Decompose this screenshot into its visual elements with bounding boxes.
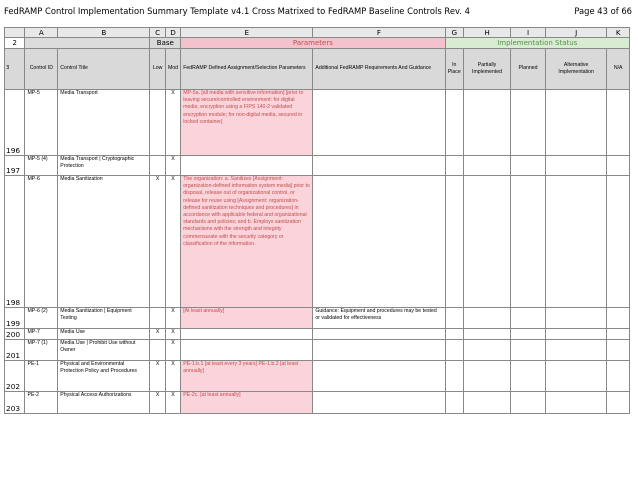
alternative-cell[interactable] — [545, 90, 606, 156]
control-title-cell[interactable]: Media Sanitization — [58, 176, 150, 308]
control-id-cell[interactable]: MP-5 (4) — [25, 156, 58, 176]
control-id-cell[interactable]: MP-7 — [25, 329, 58, 340]
guidance-cell[interactable] — [313, 90, 445, 156]
column-header-h[interactable]: H — [463, 28, 510, 38]
planned-cell[interactable] — [511, 361, 546, 392]
alternative-cell[interactable] — [545, 361, 606, 392]
in-place-cell[interactable] — [445, 90, 463, 156]
mod-cell[interactable]: X — [165, 156, 180, 176]
row-number[interactable]: 196 — [5, 90, 25, 156]
control-title-cell[interactable]: Physical Access Authorizations — [58, 392, 150, 414]
table-row — [5, 329, 630, 340]
group-base[interactable]: Base — [150, 38, 181, 49]
na-cell[interactable] — [607, 156, 630, 176]
header-low[interactable]: Low — [150, 49, 165, 90]
low-cell[interactable] — [150, 340, 165, 361]
low-cell[interactable]: X — [150, 329, 165, 340]
alternative-cell[interactable] — [545, 156, 606, 176]
parameter-cell[interactable]: [At least annually] — [181, 308, 313, 329]
column-header-b[interactable]: B — [58, 28, 150, 38]
header-na[interactable]: N/A — [607, 49, 630, 90]
column-header-d[interactable]: D — [165, 28, 180, 38]
guidance-cell[interactable] — [313, 361, 445, 392]
alternative-cell[interactable] — [545, 329, 606, 340]
header-additional-guidance[interactable]: Additional FedRAMP Requirements And Guidance — [313, 49, 445, 90]
mod-cell[interactable]: X — [165, 329, 180, 340]
partially-cell[interactable] — [463, 156, 510, 176]
control-id-cell[interactable]: MP-5 — [25, 90, 58, 156]
na-cell[interactable] — [607, 340, 630, 361]
row-number[interactable]: 197 — [5, 156, 25, 176]
column-header-i[interactable]: I — [511, 28, 546, 38]
mod-cell[interactable]: X — [165, 340, 180, 361]
control-id-cell[interactable]: PE-1 — [25, 361, 58, 392]
na-cell[interactable] — [607, 361, 630, 392]
row-number[interactable]: 3 — [5, 49, 25, 90]
guidance-cell[interactable] — [313, 392, 445, 414]
partially-cell[interactable] — [463, 90, 510, 156]
parameter-cell[interactable]: PE-1.b.1 [at least every 3 years] PE-1.b.2 [at least annually] — [181, 361, 313, 392]
parameter-cell[interactable]: The organization: a. Sanitizes [Assignment: organization-defined information system media] prior to disposal, release out of organizational control, or release for reuse using [Assignment: organization-defined sanitization techniques and procedures] in accordance with applicable federal and organizational standards and policies; and b. Employs sanitization mechanisms with the strength and integrity commensurate with the security category or classification of the information. — [181, 176, 313, 308]
header-alternative-implementation[interactable]: Alternative Implementation — [545, 49, 606, 90]
control-id-cell[interactable]: MP-6 — [25, 176, 58, 308]
page-number: Page 43 of 66 — [574, 6, 632, 16]
table-row — [5, 361, 630, 392]
planned-cell[interactable] — [511, 176, 546, 308]
mod-cell[interactable]: X — [165, 361, 180, 392]
column-header-f[interactable]: F — [313, 28, 445, 38]
low-cell[interactable]: X — [150, 392, 165, 414]
low-cell[interactable] — [150, 156, 165, 176]
control-title-cell[interactable]: Media Sanitization | Equipment Testing — [58, 308, 150, 329]
group-blank-cell[interactable] — [25, 38, 150, 49]
control-title-cell[interactable]: Media Use — [58, 329, 150, 340]
group-implementation-status[interactable]: Implementation Status — [445, 38, 629, 49]
low-cell[interactable] — [150, 90, 165, 156]
control-title-cell[interactable]: Media Transport | Cryptographic Protection — [58, 156, 150, 176]
control-id-cell[interactable]: PE-2 — [25, 392, 58, 414]
table-row — [5, 176, 630, 308]
partially-cell[interactable] — [463, 308, 510, 329]
column-header-j[interactable]: J — [545, 28, 606, 38]
column-letter-row — [5, 28, 630, 38]
guidance-cell[interactable] — [313, 340, 445, 361]
row-number[interactable]: 2 — [5, 38, 25, 49]
na-cell[interactable] — [607, 392, 630, 414]
header-control-title[interactable]: Control Title — [58, 49, 150, 90]
row-number[interactable]: 199 — [5, 308, 25, 329]
header-control-id[interactable]: Control ID — [25, 49, 58, 90]
control-title-cell[interactable]: Physical and Environmental Protection Policy and Procedures — [58, 361, 150, 392]
na-cell[interactable] — [607, 90, 630, 156]
mod-cell[interactable]: X — [165, 176, 180, 308]
header-mod[interactable]: Mod — [165, 49, 180, 90]
document-title: FedRAMP Control Implementation Summary Template v4.1 Cross Matrixed to FedRAMP Baseline Controls Rev. 4 — [4, 6, 470, 16]
planned-cell[interactable] — [511, 308, 546, 329]
control-id-cell[interactable]: MP-7 (1) — [25, 340, 58, 361]
alternative-cell[interactable] — [545, 392, 606, 414]
low-cell[interactable]: X — [150, 176, 165, 308]
row-number[interactable]: 203 — [5, 392, 25, 414]
guidance-cell[interactable] — [313, 156, 445, 176]
group-header-row — [5, 38, 630, 49]
row-number[interactable]: 200 — [5, 329, 25, 340]
planned-cell[interactable] — [511, 90, 546, 156]
parameter-cell[interactable] — [181, 156, 313, 176]
planned-cell[interactable] — [511, 392, 546, 414]
low-cell[interactable] — [150, 308, 165, 329]
na-cell[interactable] — [607, 308, 630, 329]
table-row — [5, 308, 630, 329]
partially-cell[interactable] — [463, 329, 510, 340]
in-place-cell[interactable] — [445, 176, 463, 308]
na-cell[interactable] — [607, 329, 630, 340]
column-header-c[interactable]: C — [150, 28, 165, 38]
control-title-cell[interactable]: Media Transport — [58, 90, 150, 156]
partially-cell[interactable] — [463, 340, 510, 361]
parameter-cell[interactable]: PE-2c. [at least annually] — [181, 392, 313, 414]
partially-cell[interactable] — [463, 361, 510, 392]
corner-cell[interactable] — [5, 28, 25, 38]
mod-cell[interactable]: X — [165, 308, 180, 329]
in-place-cell[interactable] — [445, 156, 463, 176]
parameter-cell[interactable] — [181, 340, 313, 361]
in-place-cell[interactable] — [445, 361, 463, 392]
column-header-e[interactable]: E — [181, 28, 313, 38]
header-in-place[interactable]: In Place — [445, 49, 463, 90]
row-number[interactable]: 201 — [5, 340, 25, 361]
column-header-a[interactable]: A — [25, 28, 58, 38]
page-header — [4, 4, 632, 18]
guidance-cell[interactable] — [313, 329, 445, 340]
table-row — [5, 392, 630, 414]
partially-cell[interactable] — [463, 176, 510, 308]
header-planned[interactable]: Planned — [511, 49, 546, 90]
alternative-cell[interactable] — [545, 176, 606, 308]
control-summary-table — [4, 27, 630, 414]
in-place-cell[interactable] — [445, 392, 463, 414]
column-title-row — [5, 49, 630, 90]
table-row — [5, 156, 630, 176]
mod-cell[interactable]: X — [165, 90, 180, 156]
control-id-cell[interactable]: MP-6 (2) — [25, 308, 58, 329]
header-fedramp-parameters[interactable]: FedRAMP Defined Assignment/Selection Parameters — [181, 49, 313, 90]
guidance-cell[interactable]: Guidance: Equipment and procedures may be tested or validated for effectiveness — [313, 308, 445, 329]
mod-cell[interactable]: X — [165, 392, 180, 414]
planned-cell[interactable] — [511, 156, 546, 176]
row-number[interactable]: 202 — [5, 361, 25, 392]
planned-cell[interactable] — [511, 340, 546, 361]
table-row — [5, 340, 630, 361]
guidance-cell[interactable] — [313, 176, 445, 308]
alternative-cell[interactable] — [545, 308, 606, 329]
in-place-cell[interactable] — [445, 308, 463, 329]
in-place-cell[interactable] — [445, 340, 463, 361]
control-title-cell[interactable]: Media Use | Prohibit Use without Owner — [58, 340, 150, 361]
in-place-cell[interactable] — [445, 329, 463, 340]
low-cell[interactable]: X — [150, 361, 165, 392]
group-parameters[interactable]: Parameters — [181, 38, 445, 49]
parameter-cell[interactable] — [181, 329, 313, 340]
row-number[interactable]: 198 — [5, 176, 25, 308]
column-header-k[interactable]: K — [607, 28, 630, 38]
column-header-g[interactable]: G — [445, 28, 463, 38]
alternative-cell[interactable] — [545, 340, 606, 361]
header-partially-implemented[interactable]: Partially Implemented — [463, 49, 510, 90]
planned-cell[interactable] — [511, 329, 546, 340]
table-row — [5, 90, 630, 156]
na-cell[interactable] — [607, 176, 630, 308]
parameter-cell[interactable]: MP-5a. [all media with sensitive information] [prior to leaving secure/controlled environment: for digital media, encryption using a FIPS 140-2 validated encryption module; for non-digital media, secured in locked container] — [181, 90, 313, 156]
partially-cell[interactable] — [463, 392, 510, 414]
